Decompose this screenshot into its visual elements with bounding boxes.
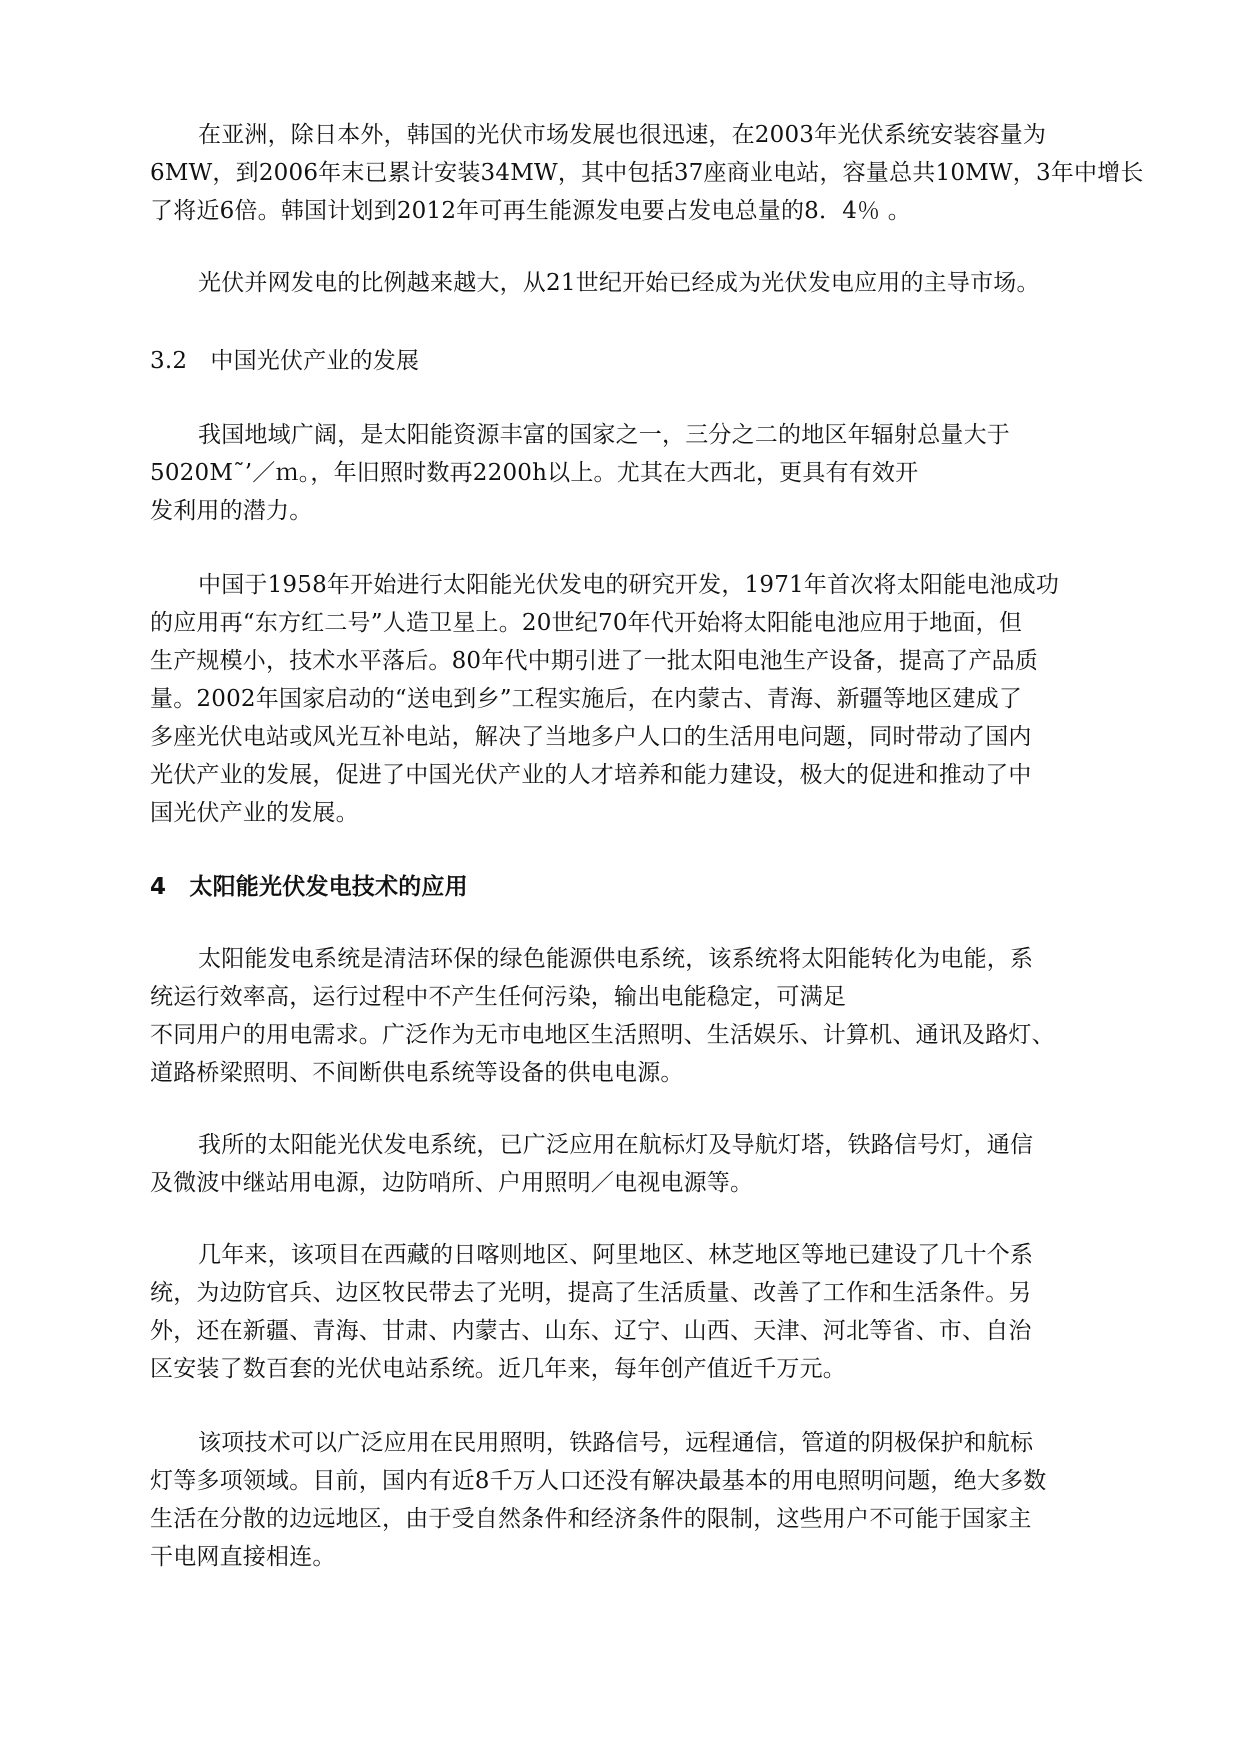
paragraph-technology-line-1: 该项技术可以广泛应用在民用照明，铁路信号，远程通信，管道的阴极保护和航标 xyxy=(198,1430,1034,1456)
paragraph-technology-line-4: 干电网直接相连。 xyxy=(150,1544,336,1570)
paragraph-korea-line-2: 6MW，到2006年末已累计安装34MW，其中包括37座商业电站，容量总共10MW，3年中增长 xyxy=(150,160,1144,186)
paragraph-tibet-line-1: 几年来，该项目在西藏的日喀则地区、阿里地区、林芝地区等地已建设了几十个系 xyxy=(198,1242,1034,1268)
paragraph-applications-line-2: 及微波中继站用电源，边防哨所、户用照明／电视电源等。 xyxy=(150,1170,754,1196)
paragraph-history-line-6: 光伏产业的发展，促进了中国光伏产业的人才培养和能力建设，极大的促进和推动了中 xyxy=(150,762,1032,788)
paragraph-history-line-2: 的应用再“东方红二号”人造卫星上。20世纪70年代开始将太阳能电池应用于地面，但 xyxy=(150,610,1023,636)
paragraph-applications-line-1: 我所的太阳能光伏发电系统，已广泛应用在航标灯及导航灯塔，铁路信号灯，通信 xyxy=(198,1132,1034,1158)
paragraph-system-line-1: 太阳能发电系统是清洁环保的绿色能源供电系统，该系统将太阳能转化为电能，系 xyxy=(198,946,1034,972)
paragraph-history-line-5: 多座光伏电站或风光互补电站，解决了当地多户人口的生活用电问题，同时带动了国内 xyxy=(150,724,1032,750)
paragraph-system-line-3: 不同用户的用电需求。广泛作为无市电地区生活照明、生活娱乐、计算机、通讯及路灯、 xyxy=(150,1022,1055,1048)
paragraph-resources-line-2: 5020M˜’／ｍ。，年旧照时数再2200h以上。尤其在大西北，更具有有效开 xyxy=(150,460,919,486)
paragraph-history-line-7: 国光伏产业的发展。 xyxy=(150,800,359,826)
paragraph-history-line-4: 量。2002年国家启动的“送电到乡”工程实施后，在内蒙古、青海、新疆等地区建成了 xyxy=(150,686,1023,712)
paragraph-system-line-4: 道路桥梁照明、不间断供电系统等设备的供电电源。 xyxy=(150,1060,684,1086)
paragraph-system-line-2: 统运行效率高，运行过程中不产生任何污染，输出电能稳定，可满足 xyxy=(150,984,846,1010)
section-heading-4: 4 太阳能光伏发电技术的应用 xyxy=(150,874,468,900)
paragraph-korea-line-3: 了将近6倍。韩国计划到2012年可再生能源发电要占发电总量的8．4％ 。 xyxy=(150,198,911,224)
paragraph-resources-line-3: 发利用的潜力。 xyxy=(150,498,313,524)
paragraph-korea-line-1: 在亚洲，除日本外，韩国的光伏市场发展也很迅速，在2003年光伏系统安装容量为 xyxy=(198,122,1047,148)
section-title-3-2: 3.2 中国光伏产业的发展 xyxy=(150,348,420,374)
paragraph-tibet-line-3: 外，还在新疆、青海、甘肃、内蒙古、山东、辽宁、山西、天津、河北等省、市、自治 xyxy=(150,1318,1032,1344)
paragraph-technology-line-3: 生活在分散的边远地区，由于受自然条件和经济条件的限制，这些用户不可能于国家主 xyxy=(150,1506,1032,1532)
paragraph-tibet-line-2: 统，为边防官兵、边区牧民带去了光明，提高了生活质量、改善了工作和生活条件。另 xyxy=(150,1280,1032,1306)
paragraph-technology-line-2: 灯等多项领域。目前，国内有近8千万人口还没有解决最基本的用电照明问题，绝大多数 xyxy=(150,1468,1047,1494)
paragraph-tibet-line-4: 区安装了数百套的光伏电站系统。近几年来，每年创产值近千万元。 xyxy=(150,1356,846,1382)
paragraph-resources-line-1: 我国地域广阔，是太阳能资源丰富的国家之一，三分之二的地区年辐射总量大于 xyxy=(198,422,1010,448)
paragraph-history-line-1: 中国于1958年开始进行太阳能光伏发电的研究开发，1971年首次将太阳能电池成功 xyxy=(198,572,1060,598)
paragraph-history-line-3: 生产规模小，技术水平落后。80年代中期引进了一批太阳电池生产设备，提高了产品质 xyxy=(150,648,1039,674)
paragraph-grid-connected-line-1: 光伏并网发电的比例越来越大，从21世纪开始已经成为光伏发电应用的主导市场。 xyxy=(198,270,1040,296)
